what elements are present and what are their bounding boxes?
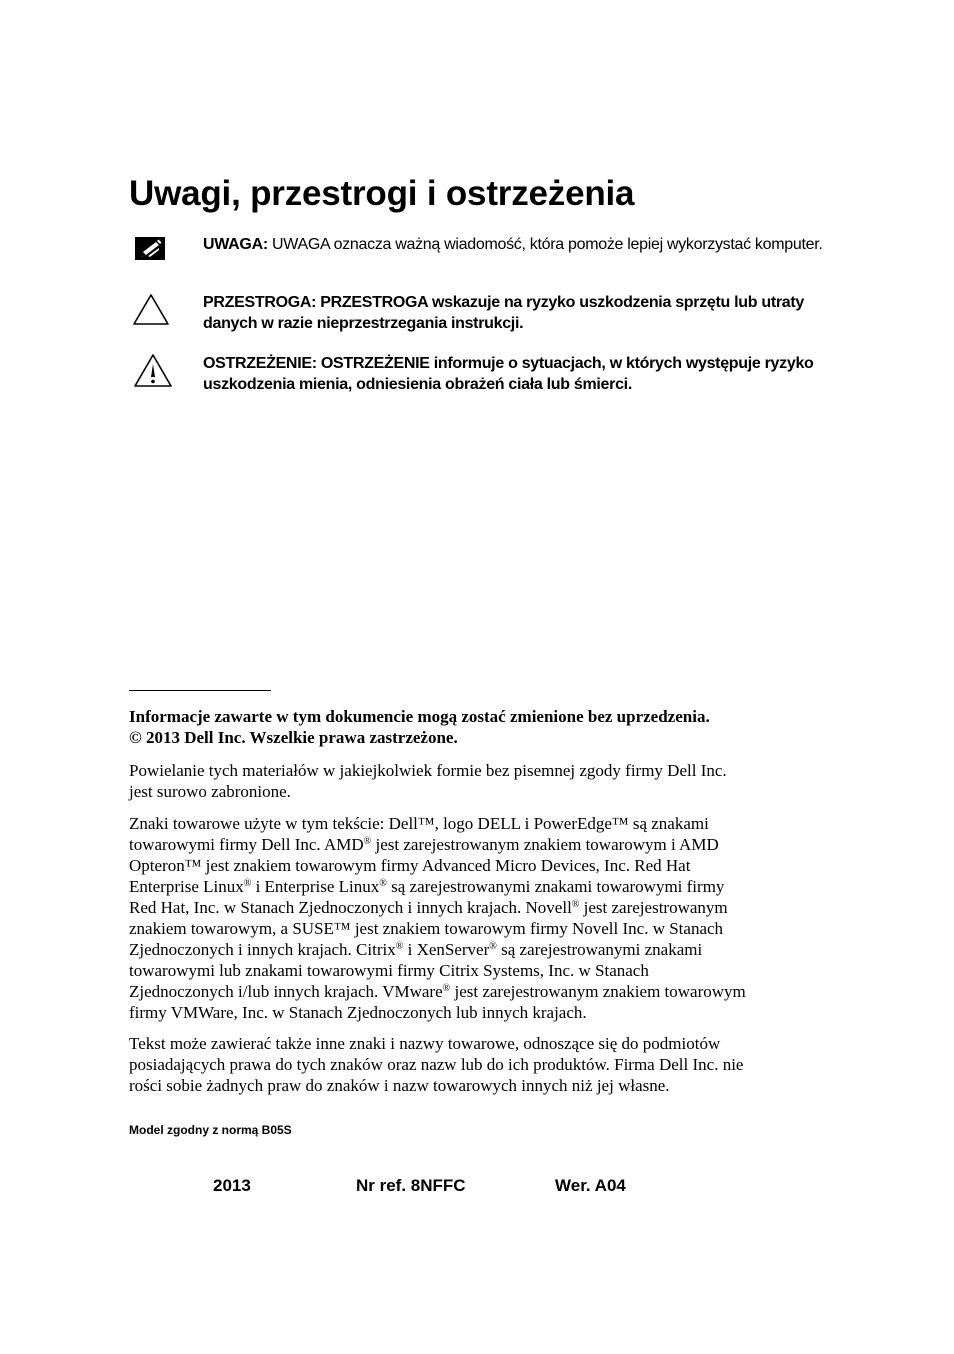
- other-marks-paragraph: [129, 1033, 809, 1096]
- caution-triangle-icon: [132, 292, 174, 332]
- separator-rule: [129, 690, 271, 691]
- text-run: Zjednoczonych i innych krajach. Citrix: [129, 940, 396, 959]
- paragraph-line: [129, 876, 809, 897]
- registered-mark: ®: [489, 941, 497, 952]
- registered-mark: ®: [243, 878, 252, 889]
- paragraph-line: [129, 981, 809, 1002]
- text-run: jest zarejestrowanym: [579, 898, 728, 917]
- paragraph-line: [129, 939, 809, 960]
- text-run: i XenServer: [403, 940, 490, 959]
- paragraph-line: [129, 834, 809, 855]
- footer-revision: Wer. A04: [555, 1176, 626, 1195]
- text-run: jest zarejestrowanym znakiem towarowym i AMD: [371, 835, 719, 854]
- reproduction-paragraph: [129, 760, 809, 802]
- paragraph-line: rości sobie żadnych praw do znaków i nazw towarowych innych niż jej własne.: [129, 1076, 670, 1095]
- paragraph-line: firmy VMWare, Inc. w Stanach Zjednoczonych lub innych krajach.: [129, 1003, 587, 1022]
- note-pencil-icon: [132, 234, 174, 274]
- text-run: jest zarejestrowanym znakiem towarowym: [450, 982, 746, 1001]
- text-run: i Enterprise Linux: [251, 877, 380, 896]
- paragraph-line: Opteron™ jest znakiem towarowym firmy Advanced Micro Devices, Inc. Red Hat: [129, 856, 691, 875]
- paragraph-line: Powielanie tych materiałów w jakiejkolwiek formie bez pisemnej zgody firmy Dell Inc.: [129, 761, 727, 780]
- page-title: Uwagi, przestrogi i ostrzeżenia: [129, 174, 635, 213]
- text-run: towarowymi firmy Dell Inc. AMD: [129, 835, 364, 854]
- text-run: Enterprise Linux: [129, 877, 244, 896]
- registered-mark: ®: [363, 836, 372, 847]
- text-run: Red Hat, Inc. w Stanach Zjednoczonych i innych krajach. Novell: [129, 898, 572, 917]
- regulatory-model: Model zgodny z normą B05S: [129, 1123, 292, 1137]
- footer-year: 2013: [213, 1176, 251, 1195]
- paragraph-line: Znaki towarowe użyte w tym tekście: Dell™, logo DELL i PowerEdge™ są znakami: [129, 814, 709, 833]
- paragraph-line: Tekst może zawierać także inne znaki i nazwy towarowe, odnoszące się do podmiotów: [129, 1034, 721, 1053]
- note-label: UWAGA:: [203, 236, 268, 253]
- warning-text: OSTRZEŻENIE: OSTRZEŻENIE informuje o sytuacjach, w których występuje ryzyko uszkodzenia mienia, odniesienia obrażeń ciała lub śmierci.: [203, 355, 814, 393]
- registered-mark: ®: [395, 941, 404, 952]
- legal-notice: [129, 706, 809, 748]
- text-run: są zarejestrowanymi znakami towarowymi firmy: [386, 877, 725, 896]
- trademarks-paragraph: [129, 813, 809, 1023]
- paragraph-line: posiadających prawa do tych znaków oraz nazw lub do ich produktów. Firma Dell Inc. nie: [129, 1055, 744, 1074]
- registered-mark: ®: [571, 899, 580, 910]
- paragraph-line: znakiem towarowym, a SUSE™ jest znakiem towarowym firmy Novell Inc. w Stanach: [129, 919, 724, 938]
- registered-mark: ®: [379, 878, 387, 889]
- caution-text: PRZESTROGA: PRZESTROGA wskazuje na ryzyko uszkodzenia sprzętu lub utraty danych w razie nieprzestrzegania instrukcji.: [203, 294, 805, 332]
- text-run: Zjednoczonych i/lub innych krajach. VMware: [129, 982, 443, 1001]
- paragraph-line: [129, 897, 809, 918]
- note-text: [203, 234, 823, 255]
- registered-mark: ®: [442, 983, 451, 994]
- copyright-line: © 2013 Dell Inc. Wszelkie prawa zastrzeżone.: [129, 728, 458, 747]
- text-run: są zarejestrowanymi znakami: [496, 940, 703, 959]
- warning-triangle-icon: [132, 353, 174, 393]
- footer-part-number: Nr ref. 8NFFC: [356, 1176, 466, 1195]
- note-body: UWAGA oznacza ważną wiadomość, która pomoże lepiej wykorzystać komputer.: [267, 236, 823, 253]
- legal-notice-line: Informacje zawarte w tym dokumencie mogą zostać zmienione bez uprzedzenia.: [129, 707, 710, 726]
- paragraph-line: jest surowo zabronione.: [129, 782, 291, 801]
- paragraph-line: towarowymi lub znakami towarowymi firmy Citrix Systems, Inc. w Stanach: [129, 961, 649, 980]
